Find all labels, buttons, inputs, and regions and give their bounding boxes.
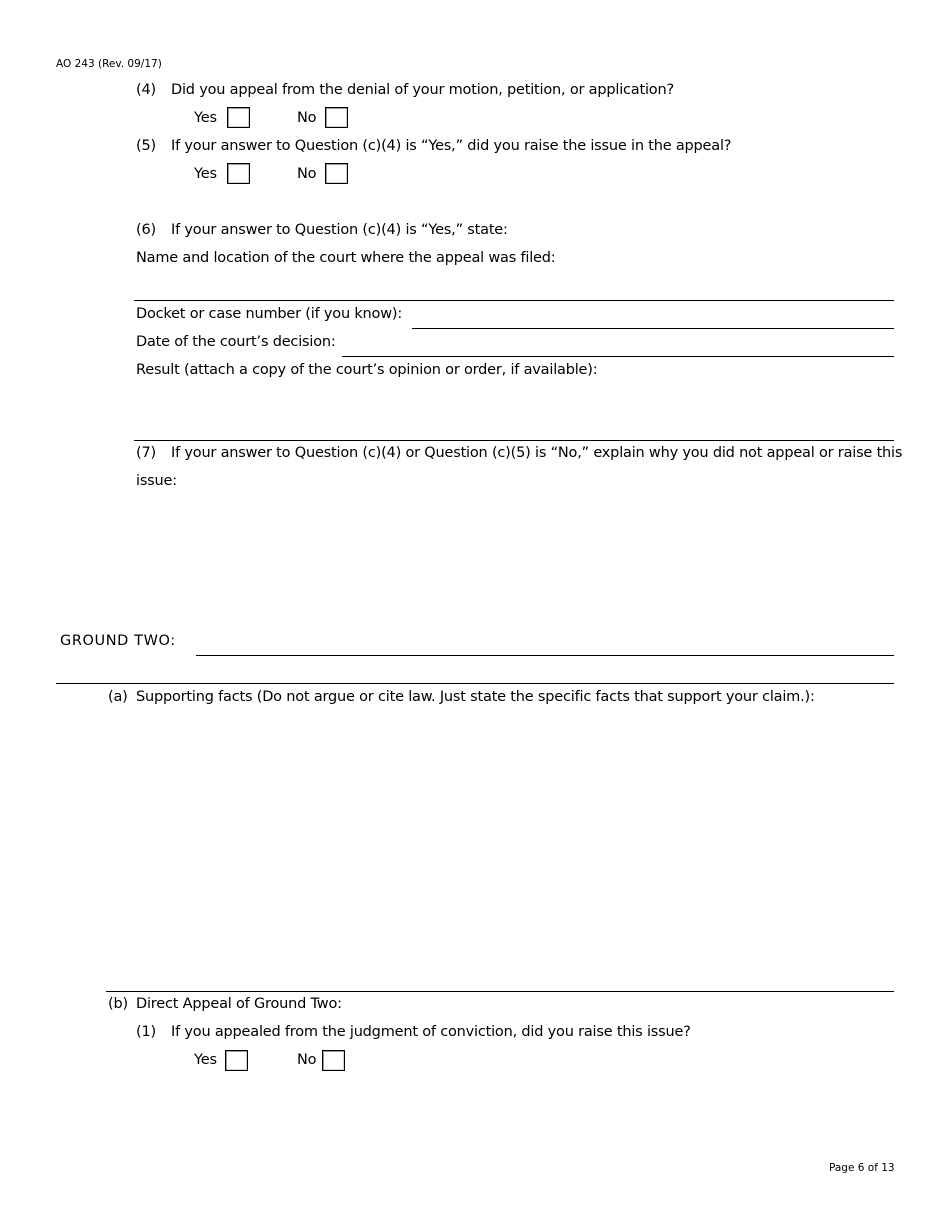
ground-two-label: GROUND TWO: <box>60 633 176 649</box>
q5-number: (5) <box>136 138 156 154</box>
q4-yes-label: Yes <box>194 110 217 126</box>
q5-no-label: No <box>297 166 317 182</box>
supporting-facts-field[interactable] <box>106 991 894 992</box>
decision-date-field[interactable] <box>342 356 894 357</box>
q5-yes-label: Yes <box>194 166 217 182</box>
court-name-label: Name and location of the court where the appeal was filed: <box>136 250 556 266</box>
docket-label: Docket or case number (if you know): <box>136 306 402 322</box>
ground-two-field[interactable] <box>196 655 894 656</box>
q4-yes-checkbox[interactable] <box>227 107 250 128</box>
page-number: Page 6 of 13 <box>829 1162 895 1174</box>
q4-no-label: No <box>297 110 317 126</box>
b1-number: (1) <box>136 1024 156 1040</box>
b1-no-label: No <box>297 1052 317 1068</box>
result-field[interactable] <box>134 440 894 441</box>
result-label: Result (attach a copy of the court’s opinion or order, if available): <box>136 362 598 378</box>
q4-text: Did you appeal from the denial of your motion, petition, or application? <box>171 82 674 98</box>
form-id: AO 243 (Rev. 09/17) <box>56 58 162 70</box>
decision-date-label: Date of the court’s decision: <box>136 334 336 350</box>
court-name-field[interactable] <box>134 300 894 301</box>
b1-yes-checkbox[interactable] <box>225 1050 248 1071</box>
q7-number: (7) <box>136 445 156 461</box>
q5-yes-checkbox[interactable] <box>227 163 250 184</box>
q6-text: If your answer to Question (c)(4) is “Yes,” state: <box>171 222 508 238</box>
q4-number: (4) <box>136 82 156 98</box>
docket-field[interactable] <box>412 328 894 329</box>
q7-text-line2: issue: <box>136 473 177 489</box>
q4-no-checkbox[interactable] <box>325 107 348 128</box>
b1-no-checkbox[interactable] <box>322 1050 345 1071</box>
supporting-facts-label: Supporting facts (Do not argue or cite law. Just state the specific facts that support your claim.): <box>136 689 815 705</box>
q6-number: (6) <box>136 222 156 238</box>
direct-appeal-heading: Direct Appeal of Ground Two: <box>136 996 342 1012</box>
q5-no-checkbox[interactable] <box>325 163 348 184</box>
supporting-facts-number: (a) <box>108 689 128 705</box>
direct-appeal-number: (b) <box>108 996 128 1012</box>
q5-text: If your answer to Question (c)(4) is “Yes,” did you raise the issue in the appeal? <box>171 138 732 154</box>
b1-yes-label: Yes <box>194 1052 217 1068</box>
b1-text: If you appealed from the judgment of conviction, did you raise this issue? <box>171 1024 691 1040</box>
ground-two-field-line2[interactable] <box>56 683 894 684</box>
q7-text-line1: If your answer to Question (c)(4) or Question (c)(5) is “No,” explain why you did not appeal or raise this <box>171 445 903 461</box>
